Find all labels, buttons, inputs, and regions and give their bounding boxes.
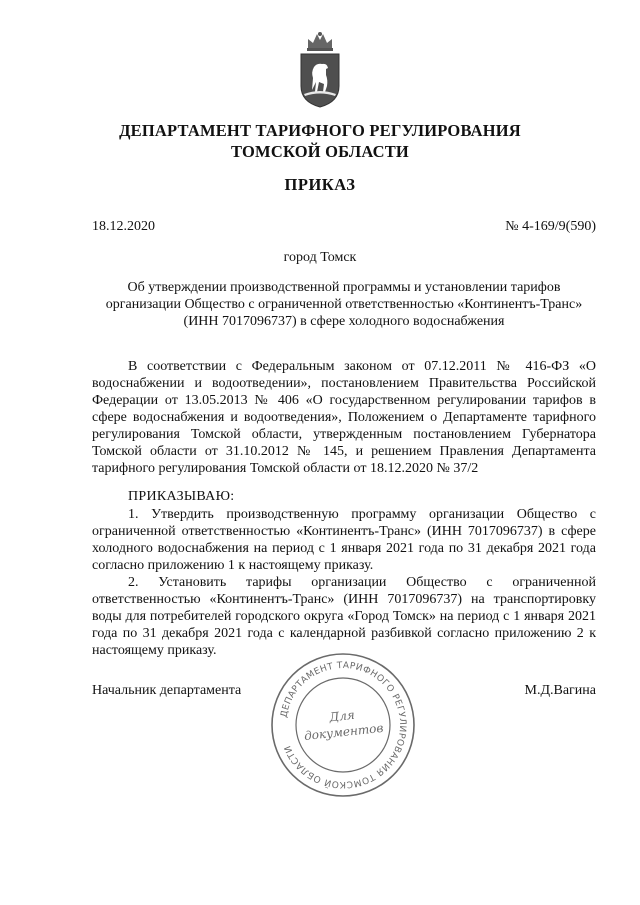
stamp-center-line1: Для xyxy=(328,707,356,725)
subject-line1: Об утверждении производственной программы и установлении тарифов xyxy=(127,280,561,295)
order-number: № 4-169/9(590) xyxy=(505,219,596,234)
order-word: ПРИКАЗЫВАЮ: xyxy=(128,489,235,504)
order-item-2: 2. Установить тарифы организации Общество с ограниченной ответственностью «Континентъ-Транс» (ИНН 7017096737) на транспортировку воды для потребителей городского округа «Город Томск» на период с 1 января 2021 года по 31 декабря 2021 года с календарной разбивкой согласно приложению 2 к настоящему приказу. xyxy=(92,575,596,658)
order-city: город Томск xyxy=(283,250,357,265)
preamble-paragraph: В соответствии с Федеральным законом от 07.12.2011 № 416-ФЗ «О водоснабжении и водоотведении», постановлением Правительства Российской Федерации от 13.05.2013 № 406 «О государственном регулировании тарифов в сфере водоснабжения и водоотведения», Положением о Департаменте тарифного регулирования Томской области, утвержденным постановлением Губернатора Томской области от 31.10.2012 № 145, и решением Правления Департамента тарифного регулирования Томской области от 18.12.2020 № 37/2 xyxy=(92,359,596,476)
department-name-line1: ДЕПАРТАМЕНТ ТАРИФНОГО РЕГУЛИРОВАНИЯ xyxy=(119,121,521,140)
official-stamp xyxy=(268,650,418,800)
signatory-name: М.Д.Вагина xyxy=(524,683,596,698)
coat-of-arms-icon xyxy=(298,30,342,108)
order-date: 18.12.2020 xyxy=(92,219,155,234)
subject-line2: организации Общество с ограниченной ответственностью «Континентъ-Транс» xyxy=(105,297,583,312)
stamp-center-line2: документов xyxy=(303,720,384,744)
subject-line3: (ИНН 7017096737) в сфере холодного водоснабжения xyxy=(183,314,505,329)
order-item-1: 1. Утвердить производственную программу организации Общество с ограниченной ответственностью «Континентъ-Транс» (ИНН 7017096737) в сфере холодного водоснабжения на период с 1 января 2021 года по 31 декабря 2021 года согласно приложению 1 к настоящему приказу. xyxy=(92,507,596,573)
department-name-line2: ТОМСКОЙ ОБЛАСТИ xyxy=(231,142,409,161)
order-subject xyxy=(92,279,596,330)
stamp-ring-text: ДЕПАРТАМЕНТ ТАРИФНОГО РЕГУЛИРОВАНИЯ ТОМСКОЙ ОБЛАСТИ xyxy=(279,660,408,790)
department-header xyxy=(40,120,600,162)
order-title: ПРИКАЗ xyxy=(284,175,356,194)
signatory-position: Начальник департамента xyxy=(92,683,242,698)
